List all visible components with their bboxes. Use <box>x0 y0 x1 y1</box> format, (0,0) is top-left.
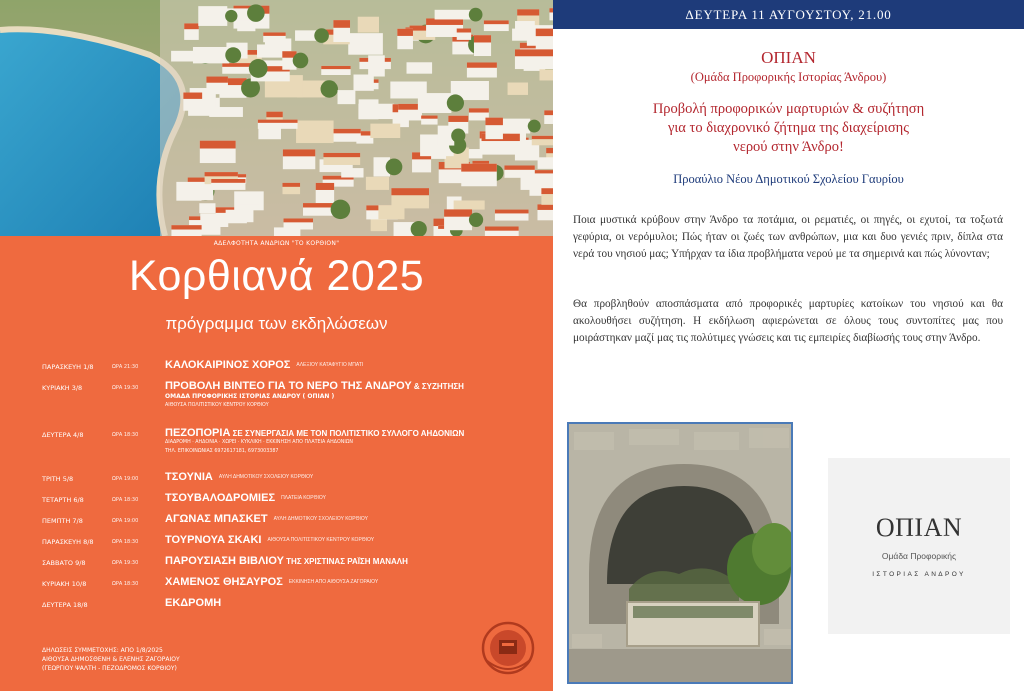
program-sub: ΟΜΑΔΑ ΠΡΟΦΟΡΙΚΗΣ ΙΣΤΟΡΙΑΣ ΑΝΔΡΟΥ ( ΟΠΙΑΝ ) <box>165 393 335 400</box>
program-row <box>0 533 553 553</box>
tree <box>451 128 465 142</box>
house <box>338 90 356 104</box>
program-event-title: ΠΡΟΒΟΛΗ ΒΙΝΤΕΟ ΓΙΑ ΤΟ ΝΕΡΟ ΤΗΣ ΑΝΔΡΟΥ <box>165 380 412 392</box>
program-day: ΤΕΤΑΡΤΗ 6/8 <box>42 496 84 504</box>
house-roof <box>485 227 519 231</box>
program-event <box>165 380 464 392</box>
program-day: ΠΑΡΑΣΚΕΥΗ 8/8 <box>42 538 94 546</box>
house-roof <box>397 29 413 36</box>
tree <box>247 4 265 22</box>
tree <box>321 80 338 97</box>
program-row <box>0 575 553 595</box>
program-day: ΠΑΡΑΣΚΕΥΗ 1/8 <box>42 363 94 371</box>
event-headline <box>553 100 1024 157</box>
program-day: ΠΕΜΠΤΗ 7/8 <box>42 517 83 525</box>
program-row <box>0 426 553 454</box>
program-row <box>0 491 553 511</box>
tree <box>241 79 260 98</box>
tree <box>469 8 483 22</box>
house-roof <box>258 120 298 123</box>
house-roof <box>282 183 300 187</box>
tree <box>386 159 403 176</box>
house-roof <box>329 129 360 134</box>
house-roof <box>391 188 429 195</box>
program-time: ΩΡΑ 19:00 <box>112 476 139 482</box>
headline-line: Προβολή προφορικών μαρτυριών & συζήτηση <box>652 101 925 117</box>
program-event-title: ΧΑΜΕΝΟΣ ΘΗΣΑΥΡΟΣ <box>165 576 283 588</box>
house <box>226 210 254 222</box>
house <box>353 75 373 91</box>
house-roof <box>184 23 199 29</box>
house-roof <box>421 116 437 119</box>
house <box>538 157 553 169</box>
house-roof <box>485 118 502 126</box>
village-coast-photo <box>0 0 553 236</box>
program-event-extra: ΤΗΣ ΧΡΙΣΤΙΝΑΣ ΡΑΪΣΗ ΜΑΝΑΛΗ <box>283 557 408 566</box>
poster-title: Κορθιανά 2025 <box>128 252 425 300</box>
tree <box>528 120 541 133</box>
program-event-title: ΑΓΩΝΑΣ ΜΠΑΣΚΕΤ <box>165 513 268 525</box>
program-day: ΚΥΡΙΑΚΗ 10/8 <box>42 580 87 588</box>
house-roof <box>457 29 471 33</box>
house <box>295 30 318 40</box>
tree <box>293 53 309 69</box>
tree <box>331 200 351 220</box>
tree <box>447 94 464 111</box>
program-event-title: ΤΣΟΥΒΑΛΟΔΡΟΜΙΕΣ <box>165 492 276 504</box>
house <box>515 21 535 32</box>
program-time: ΩΡΑ 18:30 <box>112 497 139 503</box>
program-event-title: ΠΑΡΟΥΣΙΑΣΗ ΒΙΒΛΙΟΥ <box>165 555 284 567</box>
house-roof <box>333 20 350 28</box>
house-roof <box>200 141 236 149</box>
details-paragraph: Θα προβληθούν αποσπάσματα από προφορικές μαρτυρίες κατοίκων του νησιού και θα ακολουθήσει συζήτηση. Η εκδήλωση αφιερώνεται σε όλους τους συντοπίτες μας που μοιράστηκαν μαζί μας τις πολύτιμες γνώσεις και τις εμπειρίες διαβίωσής τους στην Άνδρο. <box>573 298 1003 344</box>
tree <box>249 59 268 78</box>
program-event <box>165 471 313 483</box>
house-roof <box>544 110 553 115</box>
house <box>209 107 243 117</box>
program-event <box>165 359 363 371</box>
logo-subtitle: Ομάδα Προφορικής <box>881 551 957 561</box>
house-roof <box>211 179 245 183</box>
opian-logo <box>828 458 1010 634</box>
house-roof <box>546 148 553 153</box>
association-emblem <box>480 620 536 676</box>
program-time: ΩΡΑ 21:30 <box>112 364 139 370</box>
program-time: ΩΡΑ 18:30 <box>112 539 139 545</box>
program-event <box>165 513 368 525</box>
program-row <box>0 379 553 408</box>
program-route: ΔΙΑΔΡΟΜΗ · ΑΗΔΟΝΙΑ · ΧΩΡΕΙ · ΚΥΚΛΙΚΗ · ΕΚΚΙΝΗΣΗ ΑΠΟ ΠΛΑΤΕΙΑ ΑΗΔΟΝΙΩΝ <box>165 440 353 445</box>
house-roof <box>266 112 282 118</box>
house-roof <box>206 77 228 83</box>
program-contact: ΤΗΛ. ΕΠΙΚΟΙΝΩΝΙΑΣ 6972617181, 6973003387 <box>165 449 279 454</box>
house <box>366 177 389 190</box>
stone-fountain-photo <box>567 422 793 684</box>
house-roof <box>171 225 201 229</box>
house <box>368 55 385 76</box>
house <box>540 69 553 80</box>
house <box>199 203 215 213</box>
house <box>193 47 229 63</box>
program-day: ΔΕΥΤΕΡΑ 18/8 <box>42 601 88 609</box>
program-note: ΑΥΛΗ ΔΗΜΟΤΙΚΟΥ ΣΧΟΛΕΙΟΥ ΚΟΡΘΙΟΥ <box>273 516 368 523</box>
house-roof <box>515 49 553 56</box>
program-time: ΩΡΑ 18:30 <box>112 432 139 438</box>
program-row <box>0 554 553 574</box>
house-roof <box>323 153 360 157</box>
program-note: ΑΥΛΗ ΔΗΜΟΤΙΚΟΥ ΣΧΟΛΕΙΟΥ ΚΟΡΘΙΟΥ <box>218 474 314 481</box>
house <box>239 195 260 204</box>
program-event-title: ΠΕΖΟΠΟΡΙΑ <box>165 427 231 439</box>
program-row <box>0 512 553 532</box>
program-day: ΚΥΡΙΑΚΗ 3/8 <box>42 384 83 392</box>
event-venue: Προαύλιο Νέου Δημοτικού Σχολείου Γαυρίου <box>673 172 904 186</box>
house-roof <box>183 93 202 99</box>
event-announcement <box>553 0 1024 691</box>
house-roof <box>541 188 553 194</box>
house-roof <box>461 164 497 172</box>
house <box>341 168 363 177</box>
house-roof <box>495 210 529 214</box>
footer-line: ΑΙΘΟΥΣΑ ΔΗΜΟΣΘΕΝΗ & ΕΛΕΝΗΣ ΖΑΓΟΡΑΙΟΥ <box>42 656 180 663</box>
org-full-name: (Ομάδα Προφορικής Ιστορίας Άνδρου) <box>690 70 887 84</box>
program-note: ΕΚΚΙΝΗΣΗ ΑΠΟ ΑΙΘΟΥΣΑ ΖΑΓΟΡΑΙΟΥ <box>288 579 379 586</box>
program-event <box>165 576 378 588</box>
house-roof <box>316 183 334 190</box>
house <box>296 121 334 144</box>
program-note: ΑΛΕΞΙΟΥ ΚΑΤΑΦΥΓΙΟ ΜΠΑΤΙ <box>296 362 364 369</box>
house <box>198 6 227 26</box>
house-roof <box>469 108 489 112</box>
program-event-title: ΕΚΔΡΟΜΗ <box>165 597 222 609</box>
tree <box>469 213 483 227</box>
house-roof <box>263 32 285 35</box>
program-event <box>165 492 326 504</box>
house <box>435 10 472 20</box>
program-day: ΔΕΥΤΕΡΑ 4/8 <box>42 431 84 439</box>
house-roof <box>537 204 553 210</box>
program-event-title: ΚΑΛΟΚΑΙΡΙΝΟΣ ΧΟΡΟΣ <box>165 359 291 371</box>
program-time: ΩΡΑ 18:30 <box>112 581 139 587</box>
tree <box>225 47 241 63</box>
program-row <box>0 358 553 378</box>
house <box>348 33 383 55</box>
house-roof <box>283 149 315 156</box>
program-event-title: ΤΟΥΡΝΟΥΑ ΣΚΑΚΙ <box>165 534 262 546</box>
house <box>359 99 379 119</box>
tree <box>225 10 237 22</box>
house-roof <box>284 218 313 222</box>
house-roof <box>474 35 491 42</box>
tree <box>314 28 329 43</box>
house-roof <box>444 209 472 216</box>
program-day: ΣΑΒΒΑΤΟ 9/8 <box>42 559 86 567</box>
headline-line: για το διαχρονικό ζήτημα της διαχείρισης <box>667 120 910 136</box>
program-time: ΩΡΑ 19:30 <box>112 560 139 566</box>
house-roof <box>536 29 553 37</box>
program-note: ΑΙΘΟΥΣΑ ΠΟΛΙΤΙΣΤΙΚΟΥ ΚΕΝΤΡΟΥ ΚΟΡΘΙΟΥ <box>267 537 375 544</box>
footer-line: (ΓΕΩΡΓΙΟΥ ΨΑΛΤΗ - ΠΕΖΟΔΡΟΜΟΣ ΚΟΡΘΙΟΥ) <box>42 665 177 672</box>
intro-paragraph: Ποια μυστικά κρύβουν στην Άνδρο τα ποτάμια, οι ρεματιές, οι πηγές, οι εχυτοί, τα τοξωτά γεφύρια, οι νερόμυλοι; Πώς ήταν οι ζωές των ανθρώπων, μια και δυο γενιές πριν, δίπλα στα νερά του νησιού μας; Υπήρχαν τα ίδια προβλήματα νερού με τα σημερινά και πώς λύνονταν; <box>573 214 1003 260</box>
program-time: ΩΡΑ 19:30 <box>112 385 139 391</box>
program-venue: ΑΙΘΟΥΣΑ ΠΟΛΙΤΙΣΤΙΚΟΥ ΚΕΝΤΡΟΥ ΚΟΡΘΙΟΥ <box>165 403 269 408</box>
logo-title: ΟΠΙΑΝ <box>875 513 963 542</box>
house-roof <box>484 20 509 24</box>
footer-line: ΔΗΛΩΣΕΙΣ ΣΥΜΜΕΤΟΧΗΣ: ΑΠΟ 1/8/2025 <box>42 647 163 654</box>
program-day: ΤΡΙΤΗ 5/8 <box>42 475 74 483</box>
house-roof <box>321 66 350 69</box>
program-event <box>165 427 464 439</box>
house-roof <box>467 62 497 67</box>
house <box>407 62 433 73</box>
house <box>258 128 281 139</box>
program-event <box>165 597 221 609</box>
house <box>358 17 379 33</box>
program-row <box>0 596 553 616</box>
house <box>390 82 426 99</box>
registration-footer <box>42 646 180 673</box>
house <box>237 21 255 31</box>
house-roof <box>517 9 539 15</box>
house <box>274 227 300 236</box>
org-name: ΟΠΙΑΝ <box>761 48 816 67</box>
headline-line: νερού στην Άνδρο! <box>733 139 844 155</box>
program-note: ΠΛΑΤΕΙΑ ΚΟΡΘΙΟΥ <box>281 495 326 502</box>
program-event <box>165 555 408 567</box>
program-event <box>165 534 374 546</box>
house-roof <box>532 136 553 139</box>
house-roof <box>448 116 468 122</box>
house-roof <box>205 172 238 176</box>
logo-tagline: ΙΣΤΟΡΙΑΣ ΑΝΔΡΟΥ <box>872 571 966 578</box>
house-roof <box>504 165 534 169</box>
poster-subtitle: πρόγραμμα των εκδηλώσεων <box>165 314 388 333</box>
program-event-extra: & ΣΥΖΗΤΗΣΗ <box>411 382 464 391</box>
program-event-title: ΤΣΟΥΝΙΑ <box>165 471 213 483</box>
house <box>508 83 528 95</box>
program-time: ΩΡΑ 19:00 <box>112 518 139 524</box>
organizer-label: ΑΔΕΛΦΟΤΗΤΑ ΑΝΔΡΙΩΝ "ΤΟ ΚΟΡΘΙΟΝ" <box>213 240 340 247</box>
house <box>454 200 485 209</box>
program-row <box>0 470 553 490</box>
house <box>370 124 400 138</box>
date-banner: ΔΕΥΤΕΡΑ 11 ΑΥΓΟΥΣΤΟΥ, 21.00 <box>553 0 1024 29</box>
program-event-extra: ΣΕ ΣΥΝΕΡΓΑΣΙΑ ΜΕ ΤΟΝ ΠΟΛΙΤΙΣΤΙΚΟ ΣΥΛΛΟΓΟ ΑΗΔΟΝΙΩΝ <box>230 429 465 438</box>
